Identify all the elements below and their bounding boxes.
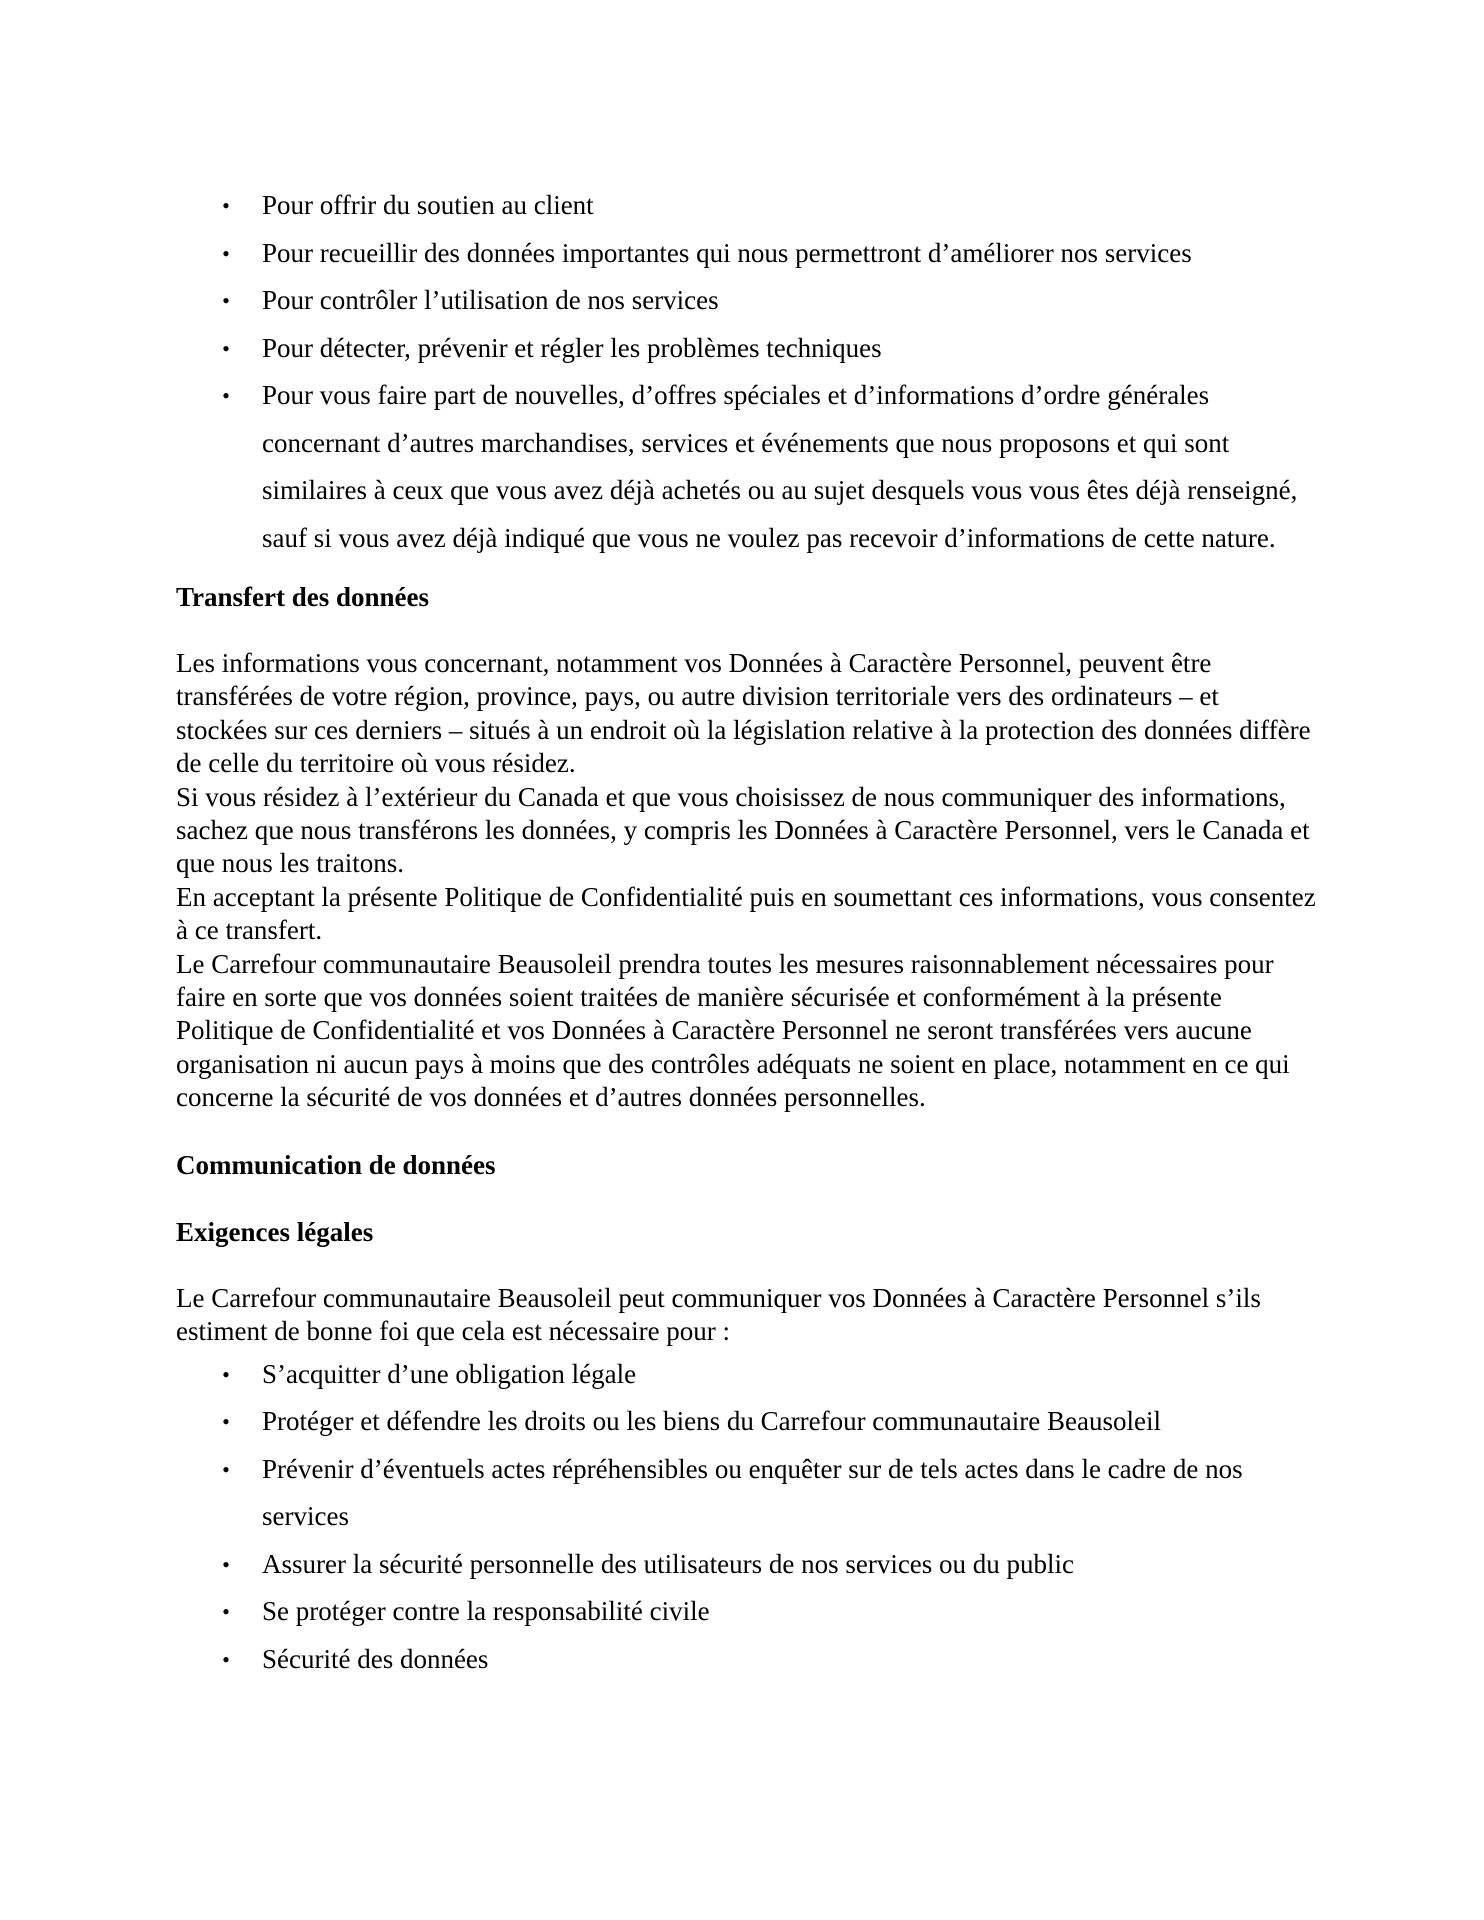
list-item (176, 1351, 1316, 1399)
list-item-text: Pour contrôler l’utilisation de nos services (262, 285, 719, 315)
list-item (176, 372, 1316, 562)
bullet-icon: • (222, 335, 230, 361)
list-item-text: Pour offrir du soutien au client (262, 190, 594, 220)
section-heading-communication: Communication de données (176, 1149, 496, 1180)
bullet-icon: • (222, 1646, 230, 1672)
bullet-icon: • (222, 1361, 230, 1387)
list-item (176, 1398, 1316, 1446)
transfer-section-body (176, 647, 1316, 1115)
section-heading-exigences: Exigences légales (176, 1216, 374, 1247)
paragraph: Le Carrefour communautaire Beausoleil prendra toutes les mesures raisonnablement nécessaires pour faire en sorte que vos données soient traitées de manière sécurisée et conformément à la présente Politique de Confidentialité et vos Données à Caractère Personnel ne seront transférées vers aucune organisation ni aucun pays à moins que des contrôles adéquats ne soient en place, notamment en ce qui concerne la sécurité de vos données et d’autres données personnelles. (176, 948, 1290, 1113)
list-item (176, 277, 1316, 325)
bullet-icon: • (222, 240, 230, 266)
legal-intro-paragraph: Le Carrefour communautaire Beausoleil peut communiquer vos Données à Caractère Personnel s’ils estiment de bonne foi que cela est nécessaire pour : (176, 1282, 1261, 1347)
list-item-text: Se protéger contre la responsabilité civile (262, 1596, 710, 1626)
purpose-list (176, 182, 1316, 562)
bullet-icon: • (222, 288, 230, 313)
list-item-text: Protéger et défendre les droits ou les biens du Carrefour communautaire Beausoleil (262, 1406, 1161, 1436)
document-content (176, 182, 1316, 1683)
list-item (176, 230, 1316, 278)
list-item (176, 1636, 1316, 1684)
list-item (176, 1588, 1316, 1636)
bullet-icon: • (222, 1551, 230, 1577)
list-item-text: Sécurité des données (262, 1643, 489, 1674)
list-item-text: S’acquitter d’une obligation légale (262, 1358, 637, 1389)
list-item-text: Pour recueillir des données importantes qui nous permettront d’améliorer nos services (262, 237, 1192, 268)
bullet-icon: • (222, 1456, 230, 1482)
bullet-icon: • (222, 193, 230, 218)
bullet-icon: • (222, 383, 230, 408)
paragraph: Les informations vous concernant, notamment vos Données à Caractère Personnel, peuvent être transférées de votre région, province, pays, ou autre division territoriale vers des ordinateurs – et stockées sur ces derniers – situés à un endroit où la législation relative à la protection des données diffère de celle du territoire où vous résidez. (176, 648, 1311, 779)
paragraph: En acceptant la présente Politique de Confidentialité puis en soumettant ces informations, vous consentez à ce transfert. (176, 881, 1316, 946)
list-item-text: Pour vous faire part de nouvelles, d’offres spéciales et d’informations d’ordre générales concernant d’autres marchandises, services et événements que nous proposons et qui sont similaires à ceux que vous avez déjà achetés ou au sujet desquels vous vous êtes déjà renseigné, sauf si vous avez déjà indiqué que vous ne voulez pas recevoir d’informations de cette nature. (262, 380, 1298, 553)
list-item (176, 1446, 1316, 1541)
bullet-icon: • (222, 1409, 230, 1434)
list-item-text: Assurer la sécurité personnelle des utilisateurs de nos services ou du public (262, 1548, 1075, 1579)
list-item-text: Pour détecter, prévenir et régler les problèmes techniques (262, 332, 882, 363)
bullet-icon: • (222, 1599, 230, 1624)
section-heading-transfert: Transfert des données (176, 582, 429, 612)
list-item (176, 1541, 1316, 1589)
legal-requirements-list (176, 1351, 1316, 1684)
list-item-text: Prévenir d’éventuels actes répréhensibles ou enquêter sur de tels actes dans le cadre de nos services (262, 1453, 1243, 1531)
list-item (176, 325, 1316, 373)
paragraph: Si vous résidez à l’extérieur du Canada et que vous choisissez de nous communiquer des informations, sachez que nous transférons les données, y compris les Données à Caractère Personnel, vers le Canada et que nous les traitons. (176, 781, 1310, 879)
list-item (176, 182, 1316, 230)
